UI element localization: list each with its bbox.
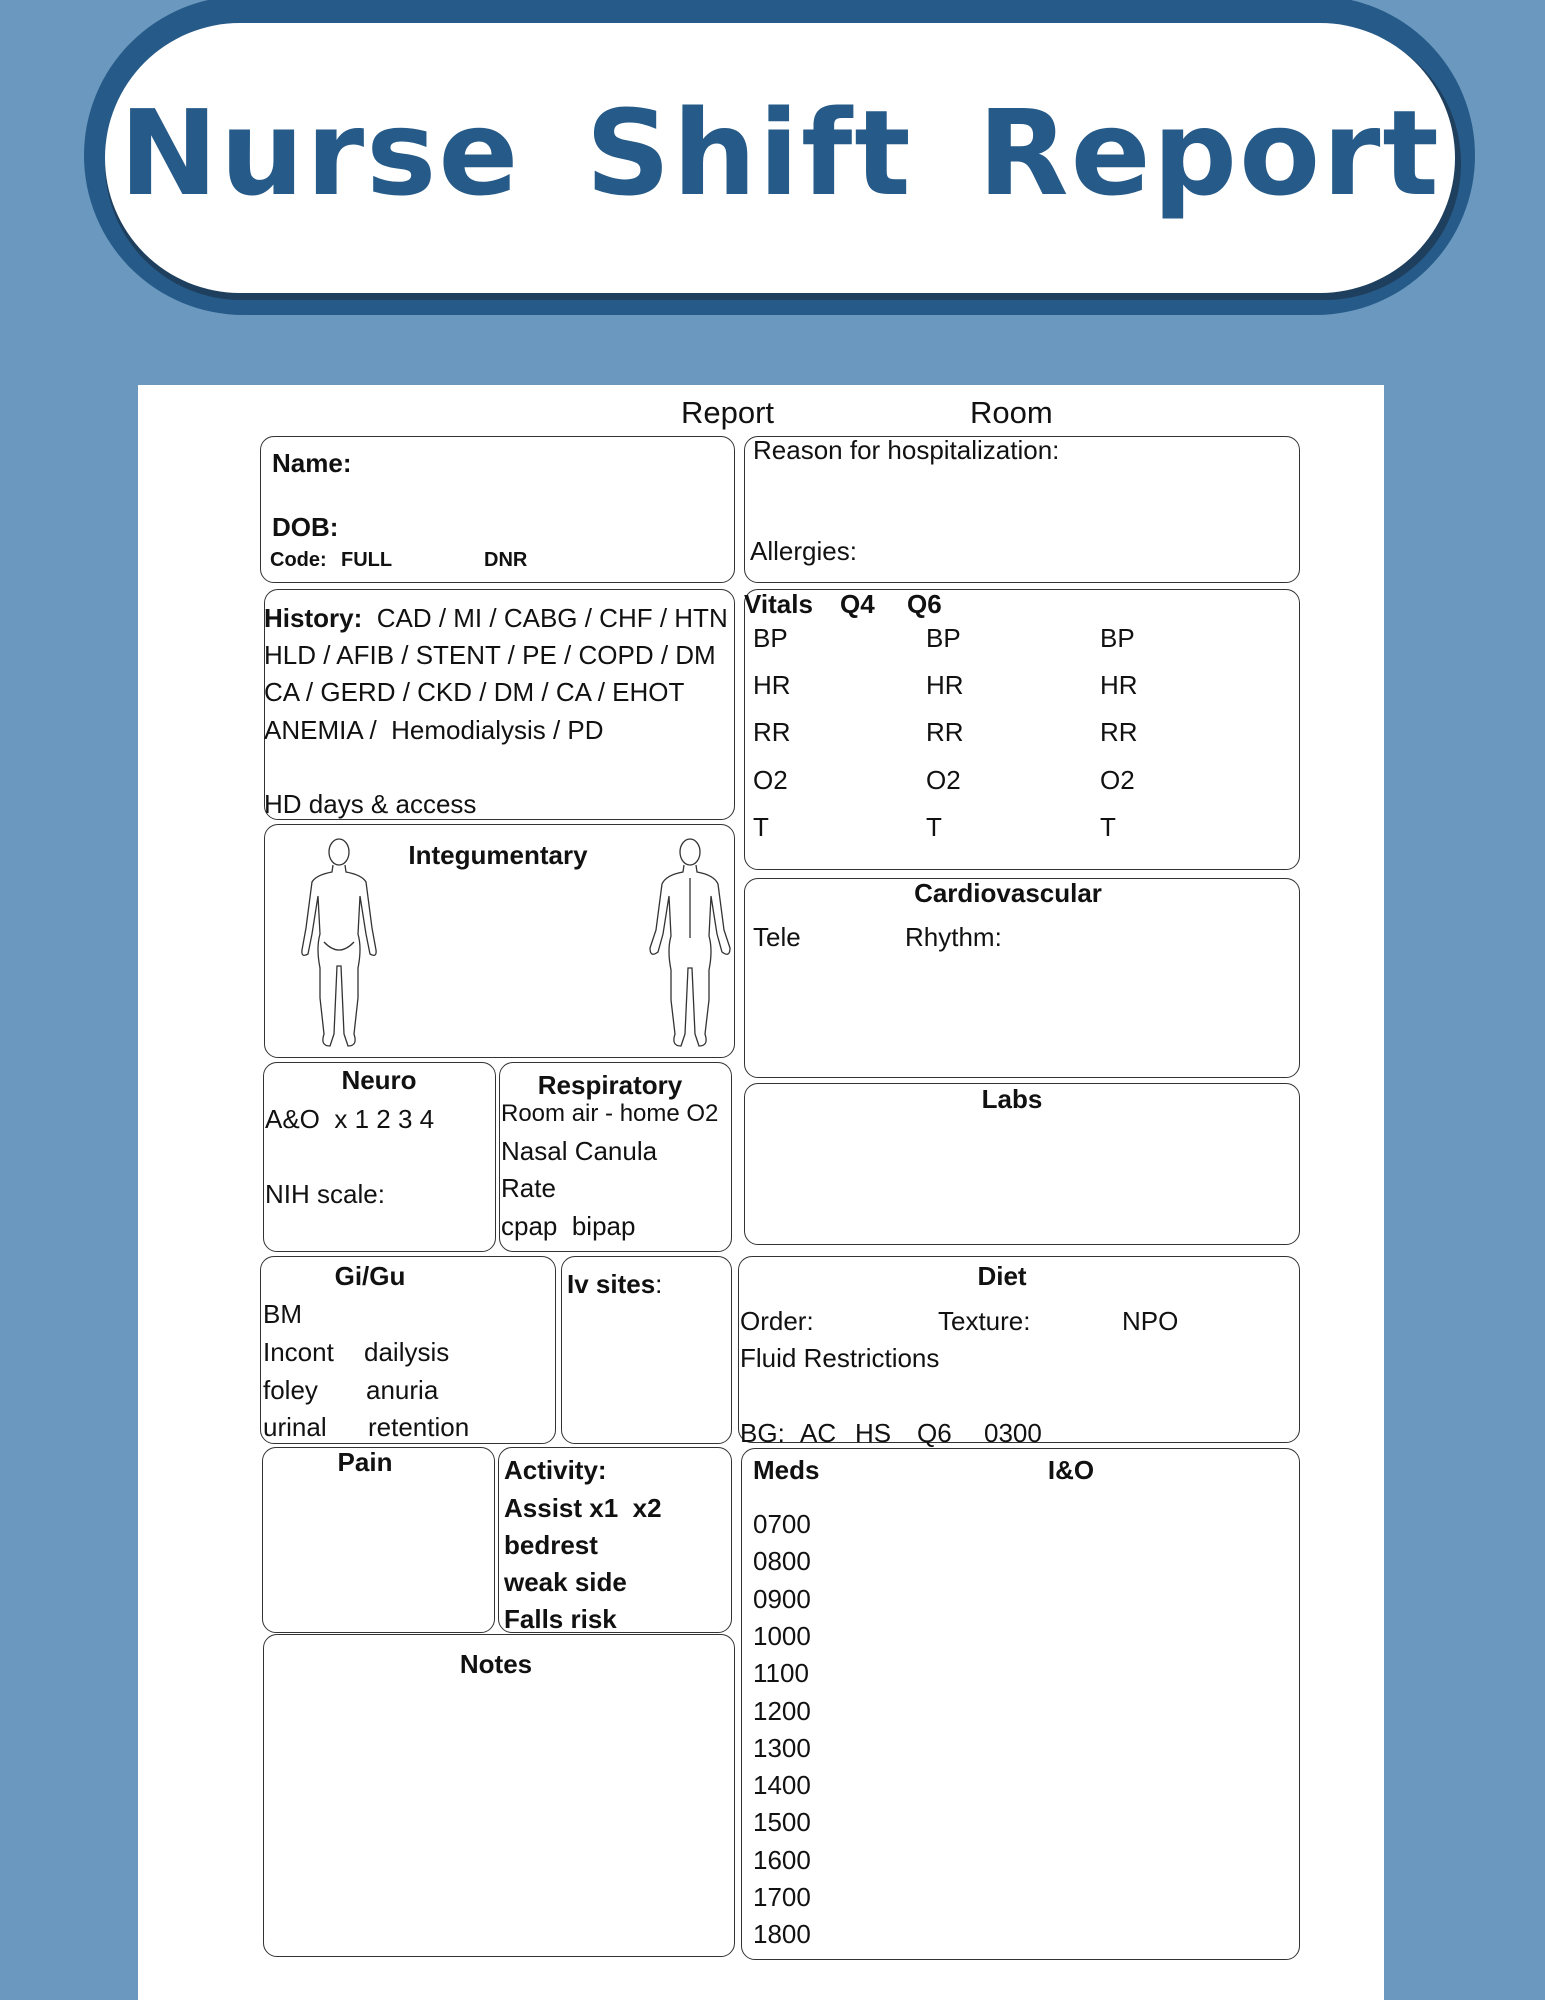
iv-sites-label [567, 1269, 662, 1299]
dob-label: DOB: [272, 512, 339, 542]
nih-scale-label: NIH scale: [265, 1179, 385, 1209]
med-time-row: 0700 [753, 1509, 811, 1539]
gigu-title: Gi/Gu [334, 1261, 406, 1291]
gigu-item: foley [263, 1375, 318, 1405]
meds-label: Meds [753, 1455, 820, 1485]
cardiovascular-box[interactable] [744, 878, 1300, 1078]
vitals-rr-label: RR [753, 717, 791, 747]
ao-scale: A&O x 1 2 3 4 [265, 1104, 435, 1134]
labs-title: Labs [981, 1084, 1043, 1114]
vitals-bp-label: BP [926, 623, 961, 653]
activity-line: Activity: [504, 1455, 607, 1485]
vitals-t-label: T [926, 812, 942, 842]
vitals-label: Vitals [744, 589, 813, 619]
resp-line: Rate [501, 1173, 556, 1203]
vitals-o2-label: O2 [1100, 765, 1135, 795]
med-time-row: 1500 [753, 1807, 811, 1838]
gigu-item: BM [263, 1299, 302, 1329]
gigu-item: Incont [263, 1337, 334, 1367]
vitals-o2-label: O2 [753, 765, 788, 795]
med-time-row: 1300 [753, 1732, 811, 1763]
history-label: History: [264, 603, 363, 633]
integumentary-title: Integumentary [408, 840, 588, 870]
activity-line: Assist x1 x2 [504, 1493, 662, 1523]
allergies-label: Allergies: [750, 536, 857, 566]
vitals-bp-label: BP [753, 623, 788, 653]
resp-line: cpap bipap [501, 1211, 636, 1241]
bg-ac-option[interactable]: AC [800, 1418, 837, 1448]
page-title: Nurse Shift Report [119, 84, 1441, 222]
notes-box[interactable] [263, 1634, 735, 1957]
vitals-box[interactable] [744, 589, 1300, 870]
iv-sites-text: Iv sites [567, 1269, 656, 1299]
vitals-bp-label: BP [1100, 623, 1135, 653]
vitals-hr-label: HR [753, 670, 791, 700]
vitals-hr-label: HR [1100, 670, 1138, 700]
vitals-rr-label: RR [926, 717, 964, 747]
med-time-row: 1000 [753, 1620, 811, 1651]
resp-line: Room air - home O2 [501, 1100, 719, 1127]
diet-order-label: Order: [740, 1306, 814, 1336]
name-label: Name: [272, 448, 352, 478]
tele-label: Tele [753, 922, 801, 952]
resp-line: Nasal Canula [501, 1136, 658, 1166]
history-line-1 [264, 603, 728, 633]
med-time-row: 1200 [753, 1695, 811, 1726]
pain-title: Pain [337, 1447, 393, 1477]
vitals-q6[interactable]: Q6 [907, 589, 942, 619]
code-full-option[interactable]: FULL [341, 549, 393, 571]
med-time-row: 0900 [753, 1583, 811, 1614]
activity-line: weak side [504, 1567, 627, 1597]
rhythm-label: Rhythm: [905, 922, 1002, 952]
med-time-row: 1800 [753, 1919, 811, 1950]
respiratory-title: Respiratory [537, 1070, 683, 1100]
reason-label: Reason for hospitalization: [753, 435, 1060, 465]
activity-line: bedrest [504, 1530, 598, 1560]
history-line-3: CA / GERD / CKD / DM / CA / EHOT [264, 677, 685, 707]
io-label: I&O [1047, 1455, 1095, 1485]
fluid-restrictions-label: Fluid Restrictions [740, 1343, 940, 1373]
code-label: Code: [270, 549, 327, 571]
med-time-row: 1400 [753, 1770, 811, 1801]
meds-box[interactable] [741, 1448, 1300, 1960]
med-time-row: 1700 [753, 1882, 811, 1912]
room-label: Room [970, 395, 1053, 430]
vitals-t-label: T [753, 812, 769, 842]
bg-q6-option[interactable]: Q6 [917, 1418, 952, 1448]
iv-colon: : [655, 1269, 663, 1299]
gigu-item: urinal [263, 1412, 327, 1442]
vitals-o2-label: O2 [926, 765, 961, 795]
diet-title: Diet [977, 1261, 1027, 1291]
hd-days-label: HD days & access [264, 789, 477, 819]
med-time-row: 1100 [753, 1658, 809, 1689]
notes-title: Notes [459, 1649, 533, 1679]
bg-hs-option[interactable]: HS [855, 1418, 892, 1448]
report-label: Report [681, 395, 775, 430]
vitals-hr-label: HR [926, 670, 964, 700]
body-front-icon [298, 838, 380, 1053]
vitals-rr-label: RR [1100, 717, 1138, 747]
history-items-1: CAD / MI / CABG / CHF / HTN [376, 603, 728, 633]
med-time-row: 0800 [753, 1546, 811, 1577]
gigu-item: dailysis [364, 1337, 450, 1367]
history-line-4: ANEMIA / Hemodialysis / PD [264, 715, 604, 745]
bg-0300-option[interactable]: 0300 [984, 1418, 1042, 1448]
activity-line: Falls risk [504, 1604, 617, 1634]
bg-label: BG: [740, 1418, 785, 1448]
history-line-2: HLD / AFIB / STENT / PE / COPD / DM [264, 640, 716, 670]
vitals-q4[interactable]: Q4 [840, 589, 875, 619]
code-dnr-option[interactable]: DNR [484, 549, 528, 571]
med-time-row: 1600 [753, 1844, 811, 1875]
npo-option[interactable]: NPO [1122, 1306, 1179, 1336]
gigu-item: retention [368, 1412, 470, 1442]
vitals-t-label: T [1100, 812, 1116, 842]
neuro-title: Neuro [341, 1065, 417, 1095]
gigu-item: anuria [366, 1375, 439, 1405]
body-back-icon [646, 838, 734, 1053]
diet-texture-label: Texture: [938, 1306, 1031, 1336]
cardiovascular-title: Cardiovascular [914, 878, 1102, 908]
